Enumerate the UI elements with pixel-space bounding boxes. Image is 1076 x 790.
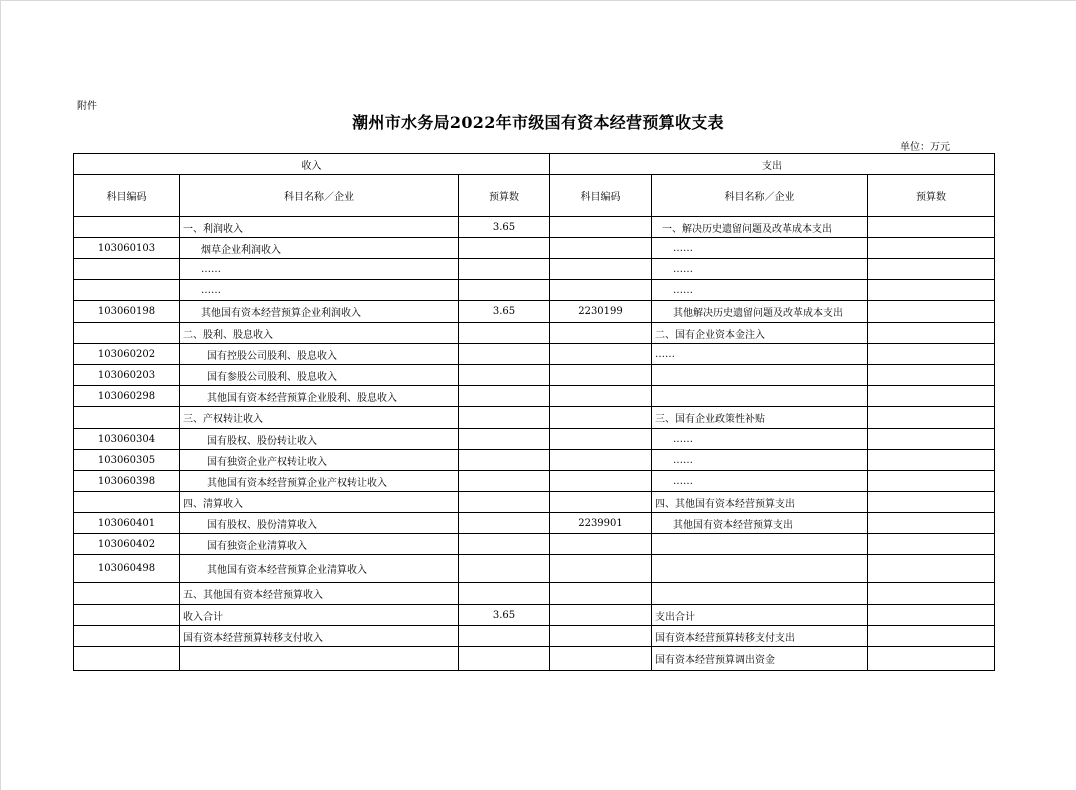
income-name-cell: 其他国有资本经营预算企业股利、股息收入 xyxy=(180,386,459,407)
expense-code-cell: 2230199 xyxy=(550,301,652,323)
income-name-header: 科目名称／企业 xyxy=(180,175,459,217)
expense-section-header: 支出 xyxy=(550,154,995,175)
table-row xyxy=(74,605,995,626)
table-row xyxy=(74,555,995,583)
income-code-cell xyxy=(74,280,180,301)
expense-code-cell xyxy=(550,429,652,450)
income-amount-cell xyxy=(459,259,550,280)
expense-code-cell xyxy=(550,471,652,492)
income-code-cell xyxy=(74,605,180,626)
income-amount-cell xyxy=(459,323,550,344)
expense-code-cell xyxy=(550,583,652,605)
expense-amount-cell xyxy=(868,605,995,626)
table-row xyxy=(74,386,995,407)
income-name-cell: 国有参股公司股利、股息收入 xyxy=(180,365,459,386)
expense-amount-cell xyxy=(868,323,995,344)
table-row xyxy=(74,344,995,365)
expense-name-header: 科目名称／企业 xyxy=(652,175,868,217)
income-code-cell xyxy=(74,217,180,238)
income-amount-cell xyxy=(459,471,550,492)
income-code-cell: 103060305 xyxy=(74,450,180,471)
expense-amount-cell xyxy=(868,407,995,429)
expense-amount-cell xyxy=(868,280,995,301)
income-amount-cell: 3.65 xyxy=(459,217,550,238)
expense-code-cell xyxy=(550,238,652,259)
income-amount-cell xyxy=(459,583,550,605)
income-code-cell: 103060402 xyxy=(74,534,180,555)
expense-amount-cell xyxy=(868,238,995,259)
table-row xyxy=(74,259,995,280)
expense-code-cell xyxy=(550,217,652,238)
expense-amount-cell xyxy=(868,301,995,323)
table-row xyxy=(74,429,995,450)
unit-label: 单位：万元 xyxy=(900,142,950,153)
income-name-cell: 二、股利、股息收入 xyxy=(180,323,459,344)
expense-amount-cell xyxy=(868,471,995,492)
income-amount-cell xyxy=(459,280,550,301)
income-name-cell: 三、产权转让收入 xyxy=(180,407,459,429)
income-amount-cell xyxy=(459,626,550,647)
expense-name-cell: 二、国有企业资本金注入 xyxy=(652,323,868,344)
expense-name-cell: 支出合计 xyxy=(652,605,868,626)
table-row xyxy=(74,583,995,605)
expense-amount-header: 预算数 xyxy=(868,175,995,217)
income-amount-cell xyxy=(459,492,550,513)
expense-name-cell xyxy=(652,555,868,583)
income-amount-cell xyxy=(459,238,550,259)
expense-name-cell: 三、国有企业政策性补贴 xyxy=(652,407,868,429)
income-amount-cell xyxy=(459,407,550,429)
expense-name-cell xyxy=(652,365,868,386)
income-amount-cell xyxy=(459,450,550,471)
income-section-header: 收入 xyxy=(74,154,550,175)
income-name-cell: 其他国有资本经营预算企业产权转让收入 xyxy=(180,471,459,492)
income-code-cell: 103060103 xyxy=(74,238,180,259)
income-code-cell xyxy=(74,259,180,280)
income-name-cell: …… xyxy=(180,280,459,301)
expense-name-cell: …… xyxy=(652,259,868,280)
income-amount-cell: 3.65 xyxy=(459,605,550,626)
income-amount-cell xyxy=(459,534,550,555)
expense-name-cell: …… xyxy=(652,429,868,450)
expense-amount-cell xyxy=(868,513,995,534)
expense-amount-cell xyxy=(868,259,995,280)
page-left-border xyxy=(0,0,1,790)
expense-name-cell: …… xyxy=(652,280,868,301)
page-top-border xyxy=(0,0,1076,1)
expense-code-cell xyxy=(550,647,652,671)
expense-code-cell xyxy=(550,492,652,513)
income-name-cell: 烟草企业利润收入 xyxy=(180,238,459,259)
income-code-cell: 103060203 xyxy=(74,365,180,386)
income-name-cell: 一、利润收入 xyxy=(180,217,459,238)
expense-amount-cell xyxy=(868,534,995,555)
income-code-cell: 103060398 xyxy=(74,471,180,492)
income-name-cell: …… xyxy=(180,259,459,280)
income-code-cell xyxy=(74,323,180,344)
expense-code-header: 科目编码 xyxy=(550,175,652,217)
table-row xyxy=(74,492,995,513)
income-name-cell: 国有独资企业产权转让收入 xyxy=(180,450,459,471)
income-amount-cell xyxy=(459,429,550,450)
expense-code-cell xyxy=(550,344,652,365)
expense-code-cell xyxy=(550,386,652,407)
expense-code-cell xyxy=(550,365,652,386)
expense-code-cell: 2239901 xyxy=(550,513,652,534)
table-row xyxy=(74,301,995,323)
income-code-cell: 103060202 xyxy=(74,344,180,365)
table-row xyxy=(74,534,995,555)
expense-amount-cell xyxy=(868,626,995,647)
income-code-cell xyxy=(74,583,180,605)
income-name-cell: 四、清算收入 xyxy=(180,492,459,513)
table-row xyxy=(74,647,995,671)
expense-code-cell xyxy=(550,626,652,647)
income-name-cell: 国有股权、股份清算收入 xyxy=(180,513,459,534)
expense-amount-cell xyxy=(868,583,995,605)
expense-code-cell xyxy=(550,605,652,626)
income-code-cell: 103060401 xyxy=(74,513,180,534)
expense-amount-cell xyxy=(868,429,995,450)
expense-name-cell: 国有资本经营预算转移支付支出 xyxy=(652,626,868,647)
expense-amount-cell xyxy=(868,217,995,238)
expense-code-cell xyxy=(550,534,652,555)
attachment-label: 附件 xyxy=(77,101,97,112)
page-title: 潮州市水务局2022年市级国有资本经营预算收支表 xyxy=(352,113,724,132)
expense-name-cell xyxy=(652,583,868,605)
table-row xyxy=(74,471,995,492)
income-code-cell xyxy=(74,407,180,429)
income-name-cell: 国有独资企业清算收入 xyxy=(180,534,459,555)
expense-name-cell xyxy=(652,534,868,555)
income-code-cell: 103060198 xyxy=(74,301,180,323)
income-amount-header: 预算数 xyxy=(459,175,550,217)
income-name-cell: 国有控股公司股利、股息收入 xyxy=(180,344,459,365)
section-header-row xyxy=(74,154,995,175)
income-amount-cell xyxy=(459,344,550,365)
expense-code-cell xyxy=(550,450,652,471)
budget-table xyxy=(73,153,995,671)
expense-amount-cell xyxy=(868,386,995,407)
table-row xyxy=(74,450,995,471)
expense-code-cell xyxy=(550,280,652,301)
income-amount-cell xyxy=(459,386,550,407)
table-row xyxy=(74,513,995,534)
income-name-cell: 其他国有资本经营预算企业利润收入 xyxy=(180,301,459,323)
expense-amount-cell xyxy=(868,555,995,583)
expense-name-cell: 其他国有资本经营预算支出 xyxy=(652,513,868,534)
expense-name-cell: 国有资本经营预算调出资金 xyxy=(652,647,868,671)
income-amount-cell xyxy=(459,365,550,386)
income-name-cell: 收入合计 xyxy=(180,605,459,626)
income-code-header: 科目编码 xyxy=(74,175,180,217)
expense-amount-cell xyxy=(868,647,995,671)
expense-code-cell xyxy=(550,259,652,280)
expense-name-cell: …… xyxy=(652,471,868,492)
income-amount-cell xyxy=(459,647,550,671)
table-row xyxy=(74,365,995,386)
expense-code-cell xyxy=(550,407,652,429)
income-code-cell: 103060304 xyxy=(74,429,180,450)
table-row xyxy=(74,280,995,301)
table-row xyxy=(74,323,995,344)
expense-name-cell: 四、其他国有资本经营预算支出 xyxy=(652,492,868,513)
expense-name-cell: 一、解决历史遗留问题及改革成本支出 xyxy=(652,217,868,238)
income-amount-cell: 3.65 xyxy=(459,301,550,323)
expense-amount-cell xyxy=(868,450,995,471)
income-code-cell: 103060298 xyxy=(74,386,180,407)
expense-name-cell xyxy=(652,386,868,407)
column-header-row xyxy=(74,175,995,217)
expense-name-cell: …… xyxy=(652,450,868,471)
expense-amount-cell xyxy=(868,365,995,386)
expense-name-cell: …… xyxy=(652,344,868,365)
income-code-cell: 103060498 xyxy=(74,555,180,583)
income-amount-cell xyxy=(459,513,550,534)
expense-amount-cell xyxy=(868,344,995,365)
table-row xyxy=(74,407,995,429)
expense-name-cell: 其他解决历史遗留问题及改革成本支出 xyxy=(652,301,868,323)
income-name-cell xyxy=(180,647,459,671)
table-row xyxy=(74,626,995,647)
income-code-cell xyxy=(74,626,180,647)
income-name-cell: 五、其他国有资本经营预算收入 xyxy=(180,583,459,605)
expense-amount-cell xyxy=(868,492,995,513)
income-name-cell: 国有资本经营预算转移支付收入 xyxy=(180,626,459,647)
table-row xyxy=(74,217,995,238)
income-code-cell xyxy=(74,647,180,671)
table-row xyxy=(74,238,995,259)
expense-code-cell xyxy=(550,323,652,344)
income-amount-cell xyxy=(459,555,550,583)
income-name-cell: 国有股权、股份转让收入 xyxy=(180,429,459,450)
income-name-cell: 其他国有资本经营预算企业清算收入 xyxy=(180,555,459,583)
expense-name-cell: …… xyxy=(652,238,868,259)
income-code-cell xyxy=(74,492,180,513)
expense-code-cell xyxy=(550,555,652,583)
